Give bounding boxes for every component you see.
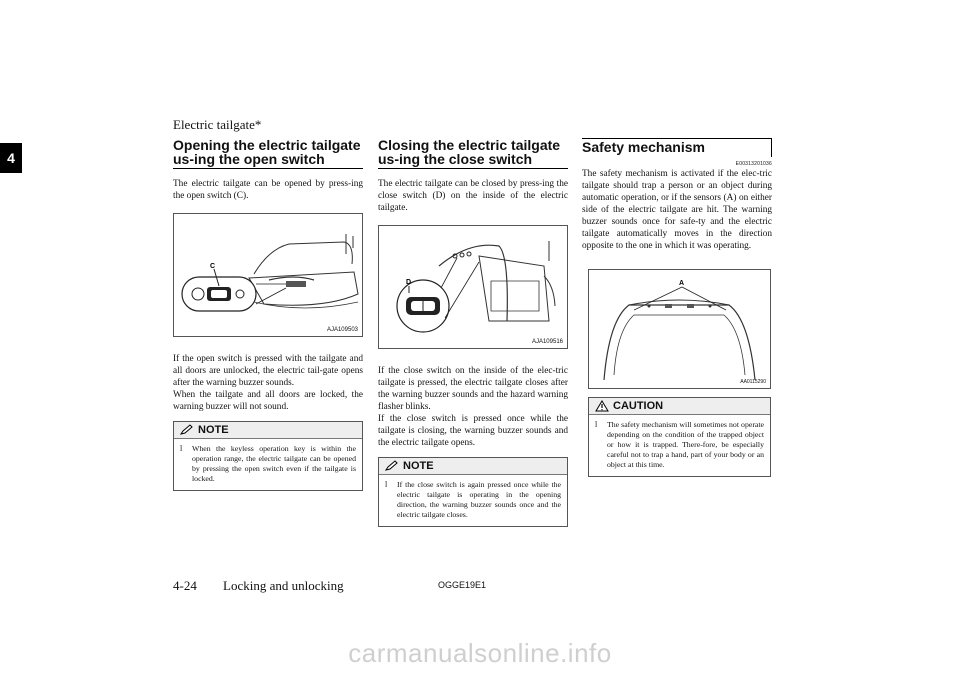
page-number: 4-24	[173, 578, 197, 593]
section-heading: Closing the electric tailgate us-ing the close switch	[378, 138, 568, 169]
caution-box	[588, 397, 771, 477]
caution-title: CAUTION	[613, 400, 664, 412]
note-text: If the close switch is again pressed once while the electric tailgate is operating in the opening direction, the warning buzzer sounds once and the electric tailgate closes.	[397, 480, 561, 519]
callout-c: C	[210, 263, 216, 270]
pencil-icon	[385, 460, 399, 472]
chapter-tab: 4	[0, 143, 22, 173]
bullet-icon: l	[180, 444, 183, 453]
note-box	[378, 457, 568, 527]
section-heading: Safety mechanism	[582, 138, 772, 157]
footer-section-title: Locking and unlocking	[223, 578, 344, 593]
document-code: E00313201036	[735, 161, 772, 167]
pencil-icon	[180, 424, 194, 436]
body-paragraph-2: When the tailgate and all doors are locked, the warning buzzer will not sound.	[173, 390, 363, 412]
note-header	[174, 422, 362, 439]
tailgate-sensor-illustration	[589, 270, 770, 388]
section-heading: Opening the electric tailgate us-ing the open switch	[173, 138, 363, 169]
caution-text: The safety mechanism will sometimes not operate depending on the condition of the trapped object or how it is trapped. There-fore, be especially careful not to trap a hand, part of your body or an object at this time.	[607, 420, 764, 469]
note-header	[379, 458, 567, 475]
body-paragraph-2: If the close switch is pressed once while the tailgate is closing, the warning buzzer sounds and the electric tailgate opens.	[378, 414, 568, 448]
figure-label: AA0115290	[740, 379, 766, 385]
figure-label: AJA109516	[531, 339, 563, 345]
note-title: NOTE	[403, 460, 434, 472]
watermark[interactable]: carmanualsonline.info	[348, 638, 612, 668]
bullet-icon: l	[385, 480, 388, 489]
column-close-switch	[378, 138, 568, 527]
callout-a: A	[679, 280, 685, 287]
column-safety-mechanism	[582, 138, 772, 477]
tailgate-interior-illustration	[379, 226, 567, 348]
tailgate-rear-illustration	[174, 214, 362, 336]
warning-triangle-icon	[595, 400, 609, 412]
caution-header	[589, 398, 770, 415]
body-paragraph-1: If the close switch on the inside of the elec-tric tailgate is pressed, the electric tailgate closes after the warning buzzer sounds and the hazard warning flasher blinks.	[378, 366, 568, 412]
figure-close-switch	[378, 225, 568, 349]
column-open-switch	[173, 138, 363, 491]
figure-sensors	[588, 269, 771, 389]
bullet-icon: l	[595, 420, 598, 429]
callout-d: D	[406, 279, 412, 286]
footer-code: OGGE19E1	[438, 580, 487, 590]
note-text: When the keyless operation key is within the operation range, the electric tailgate can be opened by pressing the open switch even if the tailgate is locked.	[192, 444, 356, 483]
intro-paragraph: The electric tailgate can be opened by press-ing the open switch (C).	[173, 179, 363, 201]
body-paragraph-1: If the open switch is pressed with the tailgate and all doors are unlocked, the electric tail-gate opens after the warning buzzer sounds.	[173, 354, 363, 388]
body-paragraph: The safety mechanism is activated if the elec-tric tailgate should trap a person or an object during automatic operation, or if the sensors (A) on either side of the electric tailgate are hit. The warning buzzer sounds once for safe-ty and the electric tailgate automatically moves in the direction opposite to the one in which it was operating.	[582, 169, 772, 251]
note-box	[173, 421, 363, 491]
note-title: NOTE	[198, 424, 229, 436]
figure-label: AJA109503	[326, 327, 358, 333]
running-header: Electric tailgate*	[173, 117, 262, 132]
figure-open-switch	[173, 213, 363, 337]
intro-paragraph: The electric tailgate can be closed by press-ing the close switch (D) on the inside of the electric tailgate.	[378, 179, 568, 213]
